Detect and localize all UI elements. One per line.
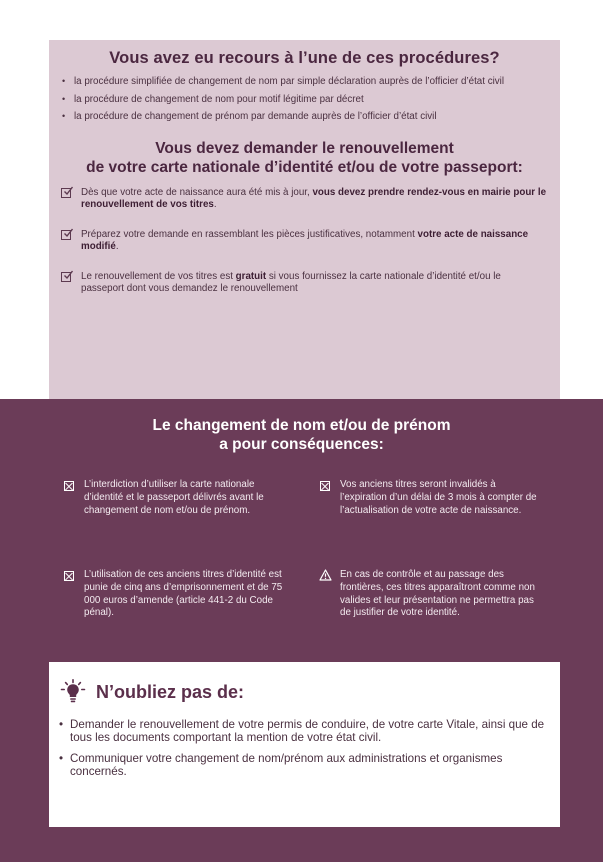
reminder-item: • Communiquer votre changement de nom/prénom aux administrations et organismes concernés. [59,752,555,779]
renewal-title-line1: Vous devez demander le renouvellement [155,139,454,157]
procedures-title: Vous avez eu recours à l’une de ces procédures? [109,49,500,67]
crossed-box-icon [320,481,330,491]
procedures-panel [49,40,560,399]
checkbox-checked-icon [61,272,71,282]
consequence-item [320,569,542,620]
consequences-title-line1: Le changement de nom et/ou de prénom [152,417,451,434]
procedure-item: • la procédure de changement de nom pour motif légitime par décret [61,94,544,106]
warning-triangle-icon [319,569,332,586]
procedure-item: • la procédure de changement de prénom par demande auprès de l’officier d’état civil [61,111,544,123]
crossed-box-icon [64,571,74,581]
consequence-text: L’utilisation de ces anciens titres d’identité est punie de cinq ans d’emprisonnement et de 75 000 euros d’amende (article 441-2 du Code pénal). [84,569,283,619]
lightbulb-icon [59,679,87,710]
renewal-item-bold: gratuit [235,270,267,282]
renewal-item-bold: vous devez prendre rendez-vous en mairie pour le renouvellement de vos titres [81,186,547,210]
checkbox-checked-icon [61,188,71,198]
renewal-item [61,229,546,254]
consequence-text: L’interdiction d’utiliser la carte nationale d’identité et le passeport délivrés avant le changement de nom et/ou de prénom. [84,479,264,516]
reminder-list [59,718,555,786]
renewal-item-end: . [213,199,217,210]
consequences-title [0,399,603,454]
reminder-item: • Demander le renouvellement de votre permis de conduire, de votre carte Vitale, ainsi que de tous les documents comportant la mention de votre état civil. [59,718,555,745]
reminder-box [49,662,560,827]
consequences-title-line2: a pour conséquences: [219,436,384,453]
consequence-text: Vos anciens titres seront invalidés à l’expiration d’un délai de 3 mois à compter de l’actualisation de votre acte de naissance. [340,479,537,516]
renewal-item-end: si vous fournissez la carte nationale d’identité et/ou le passeport dont vous demandez le renouvellement [81,270,501,294]
renewal-item-text: Préparez votre demande en rassemblant les pièces justificatives, notamment [81,228,418,240]
consequence-text: En cas de contrôle et au passage des frontières, ces titres apparaîtront comme non valides et leur présentation ne permettra pas de justifier de votre identité. [340,569,535,619]
consequence-item [320,479,542,517]
procedures-list [49,76,560,123]
renewal-title-line2: de votre carte nationale d’identité et/ou de votre passeport: [86,158,523,176]
procedure-item: • la procédure simplifiée de changement de nom par simple déclaration auprès de l’officier d’état civil [61,76,544,88]
consequence-item [64,569,286,620]
renewal-item-end: . [115,241,119,252]
crossed-box-icon [64,481,74,491]
checkbox-checked-icon [61,230,71,240]
renewal-item [61,271,546,296]
renewal-item-text: Le renouvellement de vos titres est [81,270,236,282]
renewal-item-text: Dès que votre acte de naissance aura été mis à jour, [81,186,313,198]
renewal-title [49,139,560,177]
renewal-item-bold: votre acte de naissance modifié [81,228,529,252]
renewal-item [61,187,546,212]
renewal-checklist [49,187,560,296]
consequence-item [64,479,286,517]
reminder-title: N’oubliez pas de: [96,682,245,702]
